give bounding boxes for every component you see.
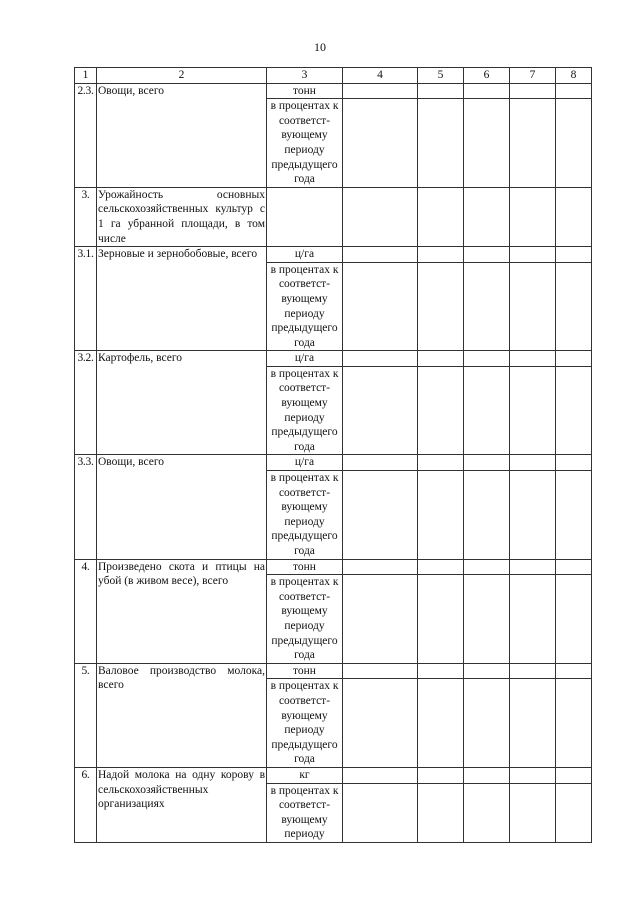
- table-row: [75, 83, 592, 99]
- value-cell: [343, 559, 418, 575]
- indicator-name: Произведено скота и птицы на убой (в живом весе), всего: [97, 559, 267, 663]
- indicator-name: Урожайность основных сельскохозяйственных культур с 1 га убранной площади, в том числе: [97, 187, 267, 246]
- value-cell: [343, 262, 418, 351]
- table-row: [75, 247, 592, 263]
- unit-cell: в процентах к соответст-вующему периоду предыдущего года: [267, 575, 343, 664]
- unit-cell: в процентах к соответст-вующему периоду предыдущего года: [267, 366, 343, 455]
- value-cell: [556, 679, 592, 768]
- row-number: 3.1.: [75, 247, 97, 351]
- unit-cell: ц/га: [267, 455, 343, 471]
- table-row: [75, 767, 592, 783]
- row-number: 6.: [75, 767, 97, 842]
- value-cell: [464, 663, 510, 679]
- value-cell: [464, 679, 510, 768]
- value-cell: [418, 559, 464, 575]
- value-cell: [343, 366, 418, 455]
- indicator-name: Овощи, всего: [97, 455, 267, 559]
- value-cell: [510, 247, 556, 263]
- row-number: 2.3.: [75, 83, 97, 187]
- value-cell: [418, 187, 464, 246]
- value-cell: [556, 351, 592, 367]
- unit-cell: в процентах к соответст-вующему периоду предыдущего года: [267, 679, 343, 768]
- column-header: 7: [510, 68, 556, 84]
- value-cell: [556, 366, 592, 455]
- value-cell: [343, 99, 418, 188]
- value-cell: [343, 471, 418, 560]
- value-cell: [510, 99, 556, 188]
- unit-cell: в процентах к соответст-вующему периоду предыдущего года: [267, 99, 343, 188]
- value-cell: [343, 575, 418, 664]
- value-cell: [464, 559, 510, 575]
- value-cell: [343, 679, 418, 768]
- value-cell: [510, 783, 556, 842]
- value-cell: [464, 366, 510, 455]
- indicator-name: Зерновые и зернобобовые, всего: [97, 247, 267, 351]
- value-cell: [464, 471, 510, 560]
- row-number: 3.: [75, 187, 97, 246]
- value-cell: [556, 663, 592, 679]
- value-cell: [464, 99, 510, 188]
- unit-cell: ц/га: [267, 247, 343, 263]
- value-cell: [556, 767, 592, 783]
- value-cell: [556, 99, 592, 188]
- value-cell: [510, 262, 556, 351]
- column-header: 2: [97, 68, 267, 84]
- unit-cell: в процентах к соответст-вующему периоду предыдущего года: [267, 262, 343, 351]
- value-cell: [510, 575, 556, 664]
- value-cell: [343, 767, 418, 783]
- row-number: 3.3.: [75, 455, 97, 559]
- column-header: 5: [418, 68, 464, 84]
- value-cell: [464, 187, 510, 246]
- value-cell: [510, 366, 556, 455]
- table-row: [75, 351, 592, 367]
- value-cell: [556, 575, 592, 664]
- value-cell: [418, 247, 464, 263]
- value-cell: [418, 455, 464, 471]
- value-cell: [343, 455, 418, 471]
- value-cell: [556, 262, 592, 351]
- value-cell: [418, 99, 464, 188]
- unit-cell: тонн: [267, 559, 343, 575]
- column-header: 1: [75, 68, 97, 84]
- value-cell: [556, 559, 592, 575]
- row-number: 5.: [75, 663, 97, 767]
- column-header: 3: [267, 68, 343, 84]
- value-cell: [510, 187, 556, 246]
- value-cell: [418, 351, 464, 367]
- value-cell: [418, 679, 464, 768]
- value-cell: [510, 559, 556, 575]
- value-cell: [556, 783, 592, 842]
- indicator-name: Валовое производство молока, всего: [97, 663, 267, 767]
- value-cell: [418, 471, 464, 560]
- unit-cell: тонн: [267, 663, 343, 679]
- table-row: [75, 455, 592, 471]
- value-cell: [343, 351, 418, 367]
- value-cell: [464, 783, 510, 842]
- value-cell: [464, 455, 510, 471]
- indicator-name: Овощи, всего: [97, 83, 267, 187]
- value-cell: [510, 767, 556, 783]
- value-cell: [418, 366, 464, 455]
- value-cell: [510, 471, 556, 560]
- value-cell: [418, 783, 464, 842]
- value-cell: [464, 247, 510, 263]
- value-cell: [510, 679, 556, 768]
- table-row: [75, 559, 592, 575]
- value-cell: [343, 663, 418, 679]
- value-cell: [556, 247, 592, 263]
- table-row: [75, 663, 592, 679]
- value-cell: [418, 767, 464, 783]
- value-cell: [556, 187, 592, 246]
- value-cell: [343, 83, 418, 99]
- value-cell: [556, 83, 592, 99]
- table-row: [75, 187, 592, 246]
- value-cell: [556, 455, 592, 471]
- value-cell: [510, 351, 556, 367]
- column-header: 4: [343, 68, 418, 84]
- unit-cell: тонн: [267, 83, 343, 99]
- value-cell: [418, 663, 464, 679]
- unit-cell: в процентах к соответст-вующему периоду предыдущего года: [267, 471, 343, 560]
- indicators-table: [74, 67, 592, 843]
- value-cell: [343, 247, 418, 263]
- unit-cell: кг: [267, 767, 343, 783]
- column-header: 8: [556, 68, 592, 84]
- value-cell: [464, 262, 510, 351]
- value-cell: [464, 767, 510, 783]
- value-cell: [510, 455, 556, 471]
- unit-cell: ц/га: [267, 351, 343, 367]
- page-number: 10: [314, 40, 326, 54]
- value-cell: [343, 187, 418, 246]
- value-cell: [464, 83, 510, 99]
- value-cell: [464, 351, 510, 367]
- column-header: 6: [464, 68, 510, 84]
- value-cell: [556, 471, 592, 560]
- table-header-row: [75, 68, 592, 84]
- indicator-name: Надой молока на одну корову в сельскохозяйственных организациях: [97, 767, 267, 842]
- value-cell: [510, 83, 556, 99]
- value-cell: [418, 262, 464, 351]
- unit-cell: [267, 187, 343, 246]
- value-cell: [464, 575, 510, 664]
- row-number: 3.2.: [75, 351, 97, 455]
- row-number: 4.: [75, 559, 97, 663]
- value-cell: [418, 83, 464, 99]
- value-cell: [418, 575, 464, 664]
- value-cell: [510, 663, 556, 679]
- unit-cell: в процентах к соответст-вующему периоду: [267, 783, 343, 842]
- value-cell: [343, 783, 418, 842]
- indicator-name: Картофель, всего: [97, 351, 267, 455]
